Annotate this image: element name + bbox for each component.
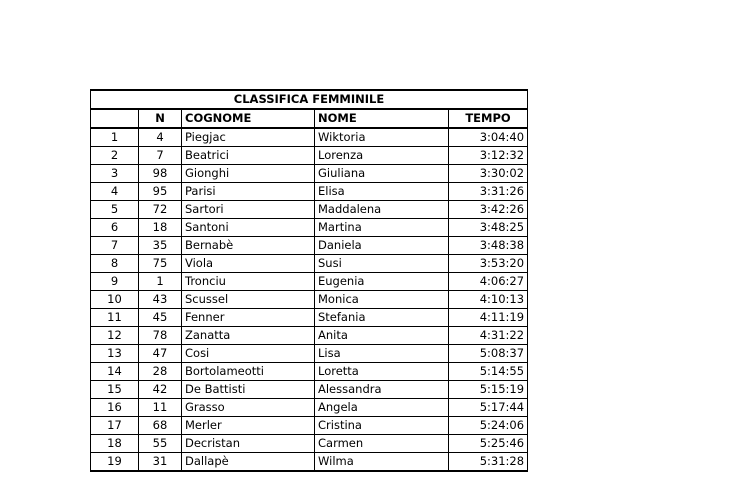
bib-number-cell: 72 bbox=[139, 201, 182, 219]
ranking-table bbox=[90, 89, 528, 472]
position-cell: 3 bbox=[91, 165, 139, 183]
table-row bbox=[91, 291, 528, 309]
surname-cell: Fenner bbox=[182, 309, 315, 327]
bib-number-cell: 95 bbox=[139, 183, 182, 201]
bib-number-cell: 1 bbox=[139, 273, 182, 291]
first-name-cell: Lisa bbox=[315, 345, 449, 363]
table-row bbox=[91, 417, 528, 435]
table-row bbox=[91, 435, 528, 453]
position-cell: 2 bbox=[91, 147, 139, 165]
table-body bbox=[91, 128, 528, 471]
table-row bbox=[91, 453, 528, 472]
first-name-cell: Anita bbox=[315, 327, 449, 345]
surname-cell: Viola bbox=[182, 255, 315, 273]
time-cell: 3:53:20 bbox=[449, 255, 528, 273]
time-cell: 4:11:19 bbox=[449, 309, 528, 327]
bib-number-cell: 4 bbox=[139, 128, 182, 147]
position-cell: 8 bbox=[91, 255, 139, 273]
bib-number-cell: 55 bbox=[139, 435, 182, 453]
surname-cell: Piegjac bbox=[182, 128, 315, 147]
time-cell: 4:31:22 bbox=[449, 327, 528, 345]
table-row bbox=[91, 201, 528, 219]
table-row bbox=[91, 309, 528, 327]
table-row bbox=[91, 255, 528, 273]
surname-cell: Scussel bbox=[182, 291, 315, 309]
table-row bbox=[91, 183, 528, 201]
surname-cell: Dallapè bbox=[182, 453, 315, 472]
time-cell: 5:17:44 bbox=[449, 399, 528, 417]
time-cell: 3:04:40 bbox=[449, 128, 528, 147]
time-cell: 3:31:26 bbox=[449, 183, 528, 201]
surname-cell: Bernabè bbox=[182, 237, 315, 255]
position-cell: 13 bbox=[91, 345, 139, 363]
position-cell: 4 bbox=[91, 183, 139, 201]
table-row bbox=[91, 381, 528, 399]
first-name-cell: Lorenza bbox=[315, 147, 449, 165]
surname-cell: Tronciu bbox=[182, 273, 315, 291]
bib-number-cell: 42 bbox=[139, 381, 182, 399]
surname-cell: Gionghi bbox=[182, 165, 315, 183]
time-cell: 5:08:37 bbox=[449, 345, 528, 363]
first-name-cell: Eugenia bbox=[315, 273, 449, 291]
table-row bbox=[91, 327, 528, 345]
bib-number-cell: 31 bbox=[139, 453, 182, 472]
first-name-cell: Daniela bbox=[315, 237, 449, 255]
first-name-cell: Elisa bbox=[315, 183, 449, 201]
bib-number-cell: 43 bbox=[139, 291, 182, 309]
table-row bbox=[91, 165, 528, 183]
table-title: CLASSIFICA FEMMINILE bbox=[91, 90, 528, 109]
table-row bbox=[91, 345, 528, 363]
first-name-cell: Cristina bbox=[315, 417, 449, 435]
table-row bbox=[91, 147, 528, 165]
time-cell: 5:31:28 bbox=[449, 453, 528, 472]
time-cell: 3:30:02 bbox=[449, 165, 528, 183]
position-cell: 16 bbox=[91, 399, 139, 417]
position-cell: 18 bbox=[91, 435, 139, 453]
surname-cell: Zanatta bbox=[182, 327, 315, 345]
header-row bbox=[91, 109, 528, 128]
table-row bbox=[91, 399, 528, 417]
header-surname: COGNOME bbox=[182, 109, 315, 128]
bib-number-cell: 18 bbox=[139, 219, 182, 237]
surname-cell: Decristan bbox=[182, 435, 315, 453]
bib-number-cell: 7 bbox=[139, 147, 182, 165]
first-name-cell: Giuliana bbox=[315, 165, 449, 183]
time-cell: 5:24:06 bbox=[449, 417, 528, 435]
table-row bbox=[91, 273, 528, 291]
bib-number-cell: 75 bbox=[139, 255, 182, 273]
surname-cell: Bortolameotti bbox=[182, 363, 315, 381]
table-row bbox=[91, 363, 528, 381]
time-cell: 3:48:25 bbox=[449, 219, 528, 237]
position-cell: 1 bbox=[91, 128, 139, 147]
surname-cell: Cosi bbox=[182, 345, 315, 363]
header-bib-number: N bbox=[139, 109, 182, 128]
position-cell: 17 bbox=[91, 417, 139, 435]
surname-cell: Sartori bbox=[182, 201, 315, 219]
surname-cell: Merler bbox=[182, 417, 315, 435]
time-cell: 3:48:38 bbox=[449, 237, 528, 255]
surname-cell: Santoni bbox=[182, 219, 315, 237]
table-row bbox=[91, 219, 528, 237]
time-cell: 3:12:32 bbox=[449, 147, 528, 165]
first-name-cell: Wiktoria bbox=[315, 128, 449, 147]
header-time: TEMPO bbox=[449, 109, 528, 128]
position-cell: 5 bbox=[91, 201, 139, 219]
header-first-name: NOME bbox=[315, 109, 449, 128]
table-row bbox=[91, 237, 528, 255]
first-name-cell: Alessandra bbox=[315, 381, 449, 399]
surname-cell: Parisi bbox=[182, 183, 315, 201]
bib-number-cell: 28 bbox=[139, 363, 182, 381]
first-name-cell: Carmen bbox=[315, 435, 449, 453]
bib-number-cell: 11 bbox=[139, 399, 182, 417]
surname-cell: Beatrici bbox=[182, 147, 315, 165]
bib-number-cell: 45 bbox=[139, 309, 182, 327]
first-name-cell: Angela bbox=[315, 399, 449, 417]
first-name-cell: Martina bbox=[315, 219, 449, 237]
first-name-cell: Monica bbox=[315, 291, 449, 309]
position-cell: 6 bbox=[91, 219, 139, 237]
title-row bbox=[91, 90, 528, 109]
first-name-cell: Stefania bbox=[315, 309, 449, 327]
surname-cell: De Battisti bbox=[182, 381, 315, 399]
position-cell: 7 bbox=[91, 237, 139, 255]
time-cell: 5:15:19 bbox=[449, 381, 528, 399]
position-cell: 15 bbox=[91, 381, 139, 399]
bib-number-cell: 35 bbox=[139, 237, 182, 255]
position-cell: 12 bbox=[91, 327, 139, 345]
first-name-cell: Loretta bbox=[315, 363, 449, 381]
first-name-cell: Maddalena bbox=[315, 201, 449, 219]
bib-number-cell: 68 bbox=[139, 417, 182, 435]
bib-number-cell: 98 bbox=[139, 165, 182, 183]
bib-number-cell: 78 bbox=[139, 327, 182, 345]
bib-number-cell: 47 bbox=[139, 345, 182, 363]
time-cell: 5:25:46 bbox=[449, 435, 528, 453]
time-cell: 5:14:55 bbox=[449, 363, 528, 381]
time-cell: 4:06:27 bbox=[449, 273, 528, 291]
position-cell: 11 bbox=[91, 309, 139, 327]
table-row bbox=[91, 128, 528, 147]
header-position bbox=[91, 109, 139, 128]
position-cell: 9 bbox=[91, 273, 139, 291]
position-cell: 14 bbox=[91, 363, 139, 381]
position-cell: 10 bbox=[91, 291, 139, 309]
position-cell: 19 bbox=[91, 453, 139, 472]
time-cell: 3:42:26 bbox=[449, 201, 528, 219]
first-name-cell: Wilma bbox=[315, 453, 449, 472]
first-name-cell: Susi bbox=[315, 255, 449, 273]
surname-cell: Grasso bbox=[182, 399, 315, 417]
time-cell: 4:10:13 bbox=[449, 291, 528, 309]
